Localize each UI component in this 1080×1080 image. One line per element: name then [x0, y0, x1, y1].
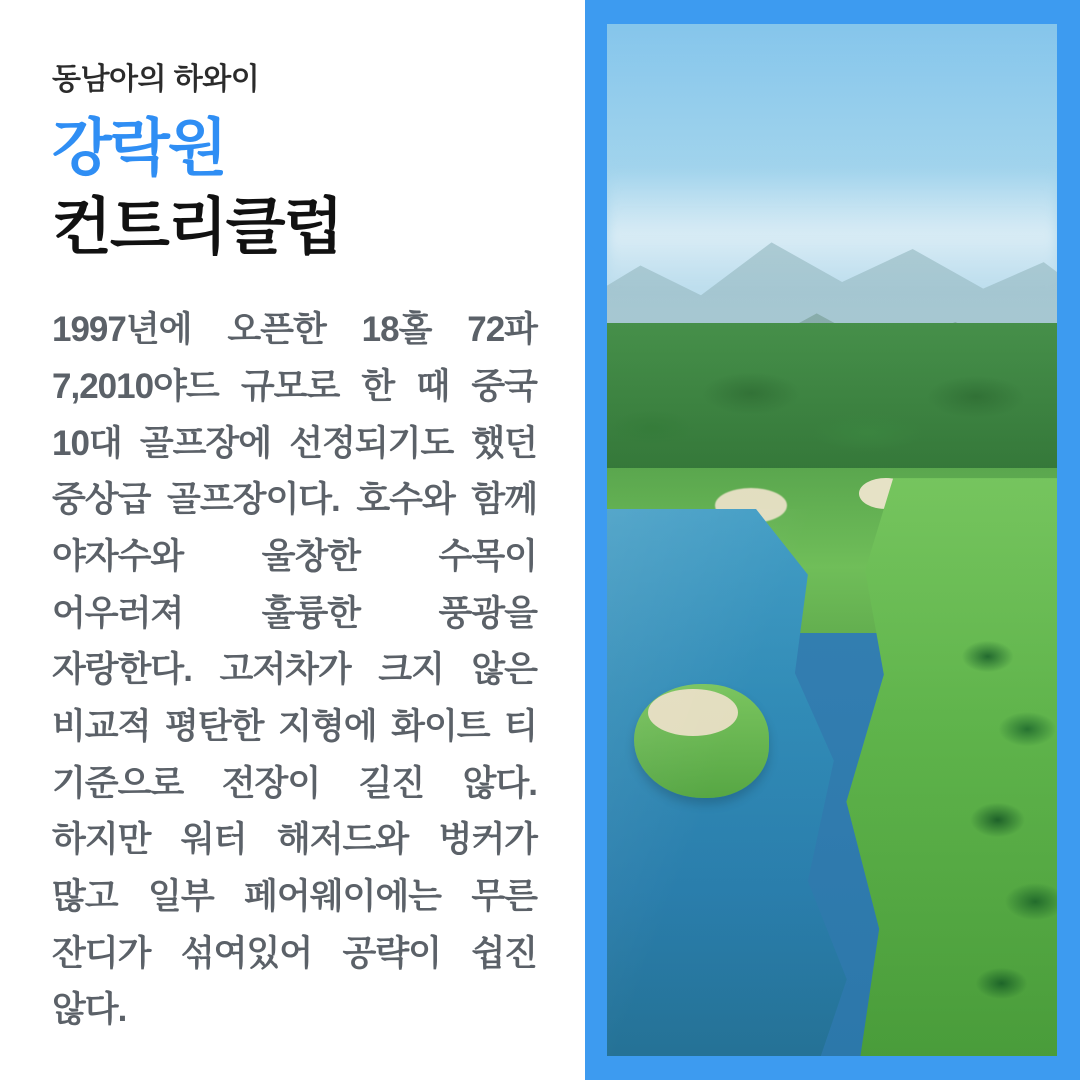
eyebrow-text: 동남아의 하와이 [52, 63, 260, 96]
golf-course-photo [607, 24, 1057, 1056]
island-bunker [648, 689, 738, 736]
page-title-accent: 강락원 [52, 114, 226, 183]
tree-line-right [958, 602, 1057, 1056]
body-description: 1997년에 오픈한 18홀 72파 7,2010야드 규모로 한 때 중국 10대 골프장에 선정되기도 했던 중상급 골프장이다. 호수와 함께 야자수와 울창한 수목이 어우러져 훌륭한 풍광을 자랑한다. 고저차가 크지 않은 비교적 평탄한 지형에 화이트 티 기준으로 전장이 길진 않다. 하지만 워터 해저드와 벙커가 많고 일부 페어웨이에는 무른 잔디가 섞여있어 공략이 쉽진 않다. [52, 310, 537, 1030]
cloud-band [607, 168, 1057, 292]
page-title-main: 컨트리클럽 [52, 193, 342, 263]
photo-panel [585, 0, 1080, 1080]
